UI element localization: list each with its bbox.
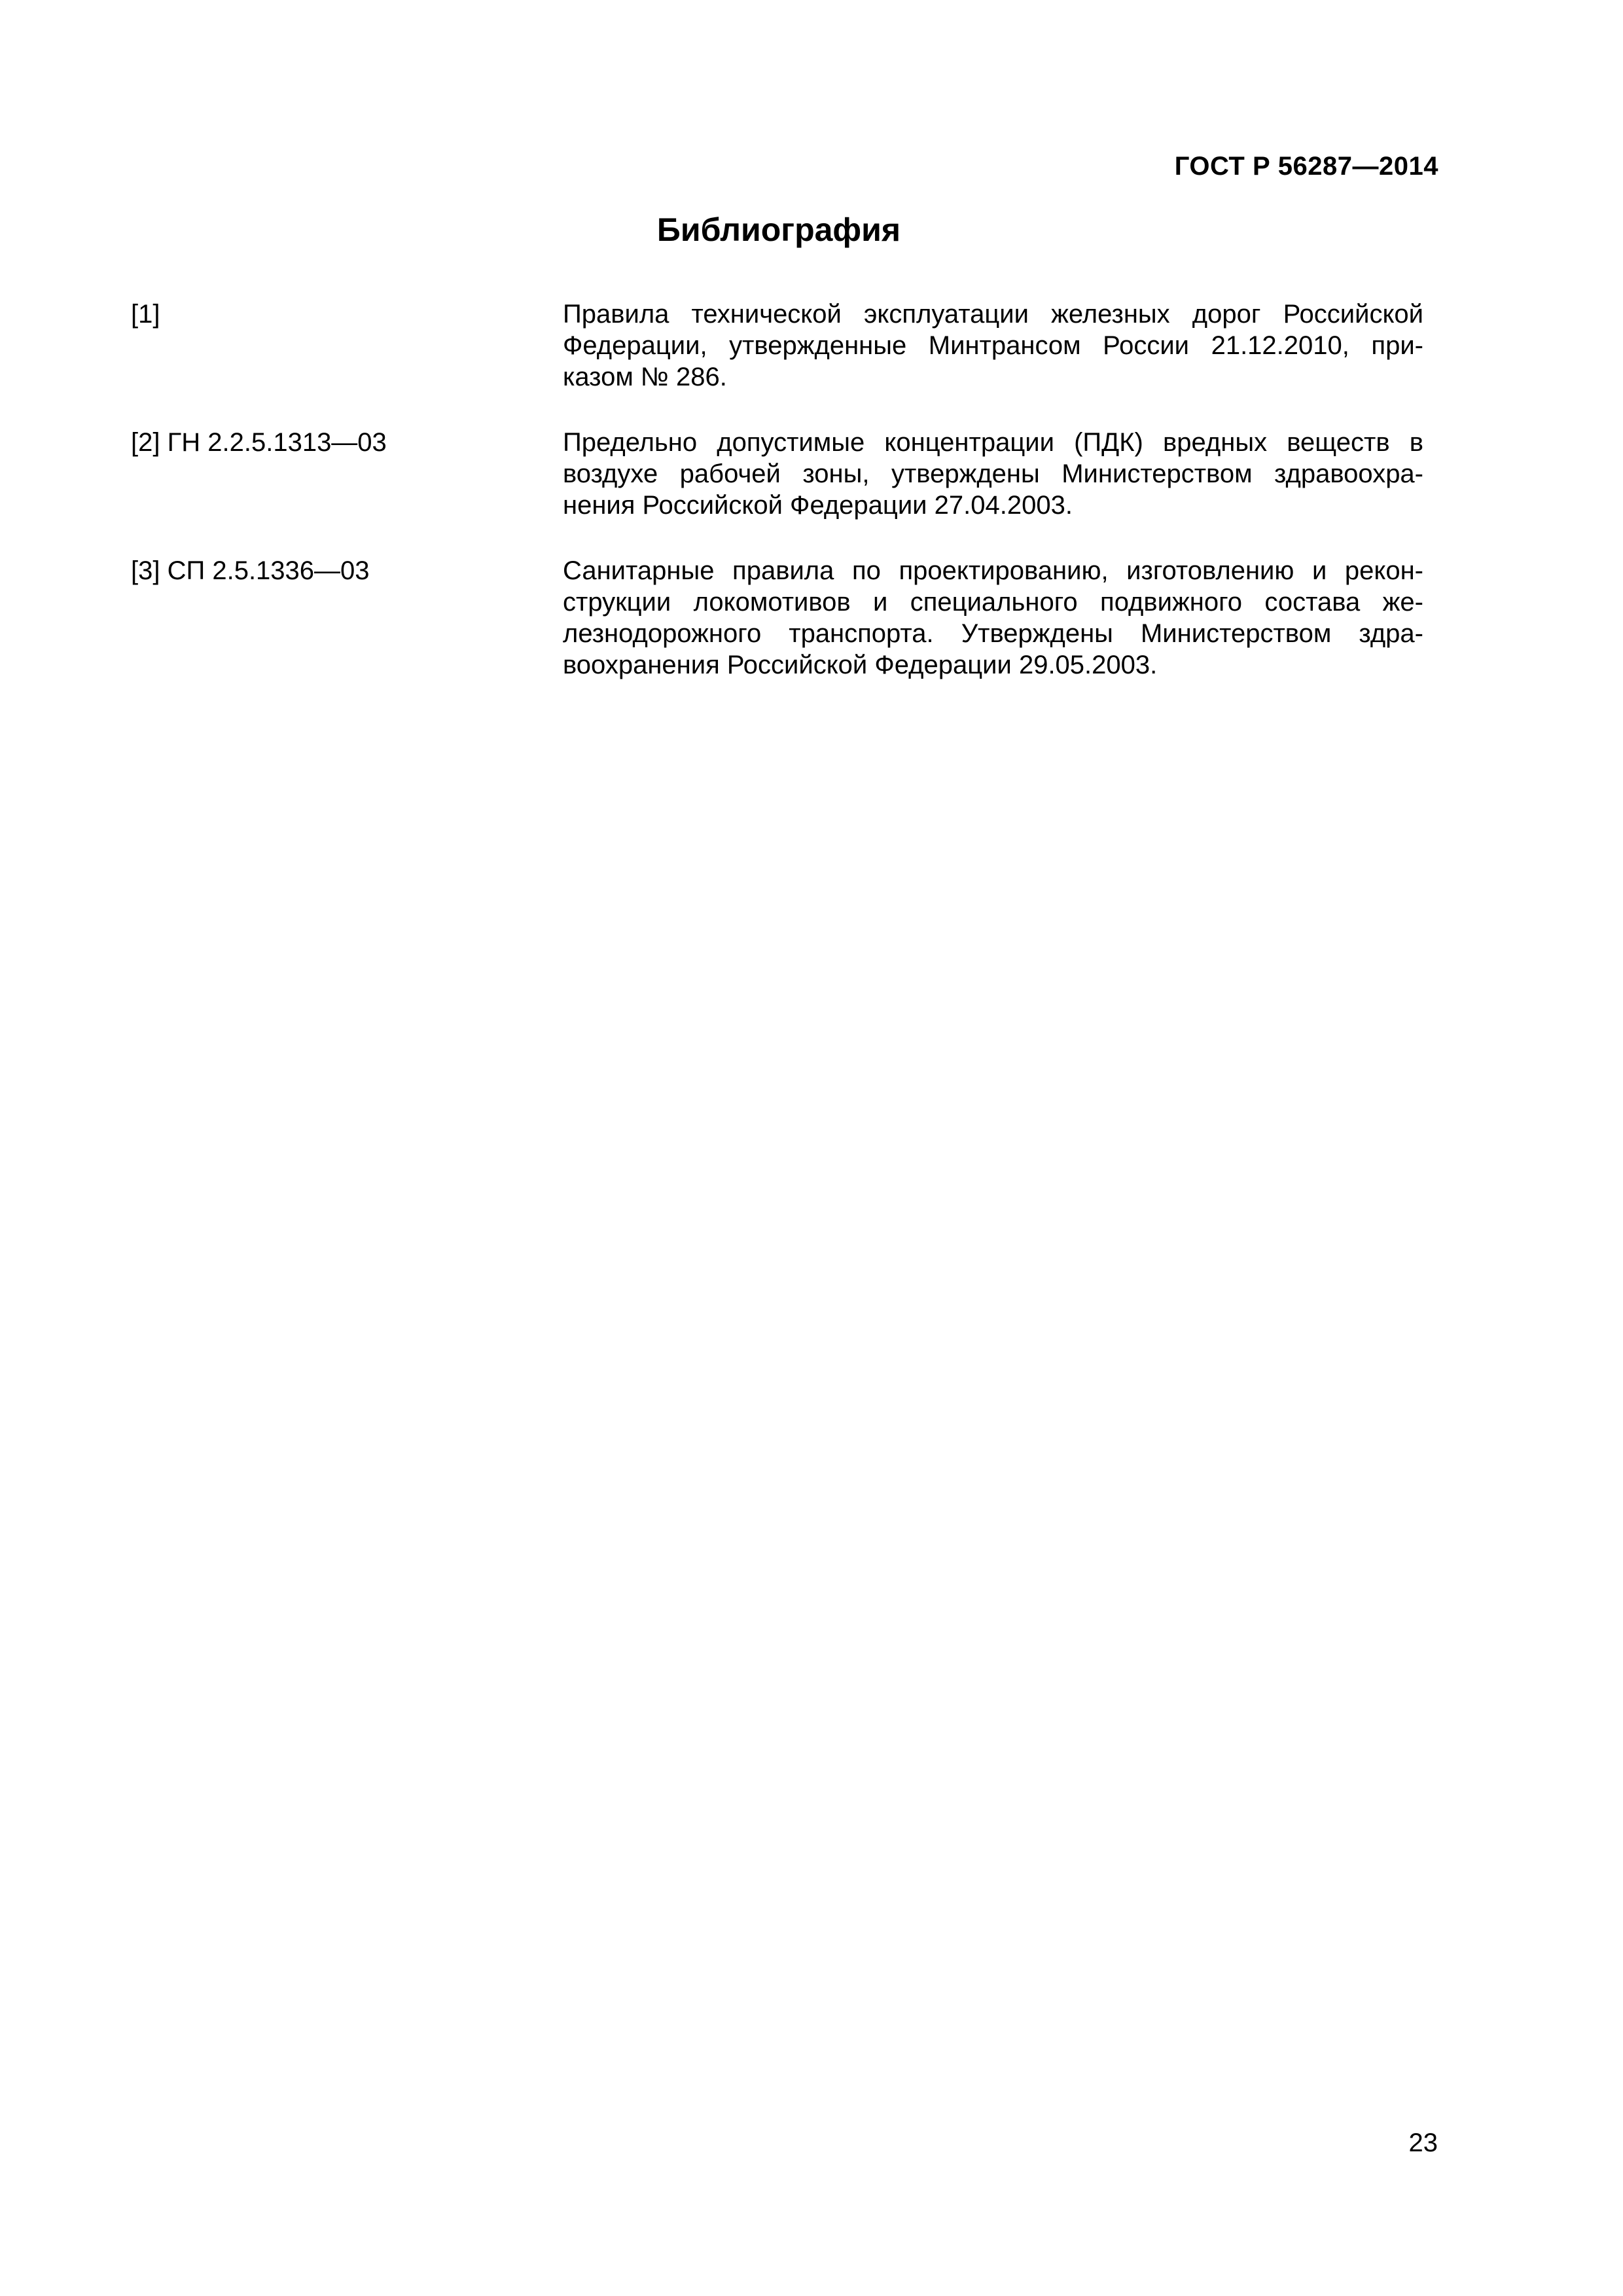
bibliography-list [131,298,1423,715]
bibliography-text-line: Санитарные правила по проектированию, изготовлению и рекон- [563,556,1423,585]
bibliography-text-line: Правила технической эксплуатации железных дорог Российской [563,300,1423,329]
bibliography-ref: [3] СП 2.5.1336—03 [131,556,370,585]
bibliography-text-line: казом № 286. [563,363,727,391]
bibliography-text-line: Федерации, утвержденные Минтрансом России 21.12.2010, при- [563,331,1423,360]
bibliography-ref: [2] ГН 2.2.5.1313—03 [131,428,387,457]
section-title: Библиография [656,211,901,248]
bibliography-text-line: нения Российской Федерации 27.04.2003. [563,491,1073,520]
bibliography-text [563,555,1423,681]
document-code: ГОСТ Р 56287—2014 [1174,152,1438,181]
bibliography-entry-3 [131,555,1423,681]
bibliography-text-line: воздухе рабочей зоны, утверждены Министерством здравоохра- [563,459,1423,488]
bibliography-text-line: лезнодорожного транспорта. Утверждены Министерством здра- [563,619,1423,648]
bibliography-text-line: Предельно допустимые концентрации (ПДК) вредных веществ в [563,428,1423,457]
bibliography-entry-1 [131,298,1423,393]
bibliography-entry-2 [131,427,1423,521]
bibliography-text [563,298,1423,393]
bibliography-text-line: струкции локомотивов и специального подвижного состава же- [563,588,1423,617]
page-number: 23 [1408,2128,1438,2157]
bibliography-text [563,427,1423,521]
bibliography-text-line: воохранения Российской Федерации 29.05.2003. [563,651,1158,679]
bibliography-ref: [1] [131,300,160,329]
